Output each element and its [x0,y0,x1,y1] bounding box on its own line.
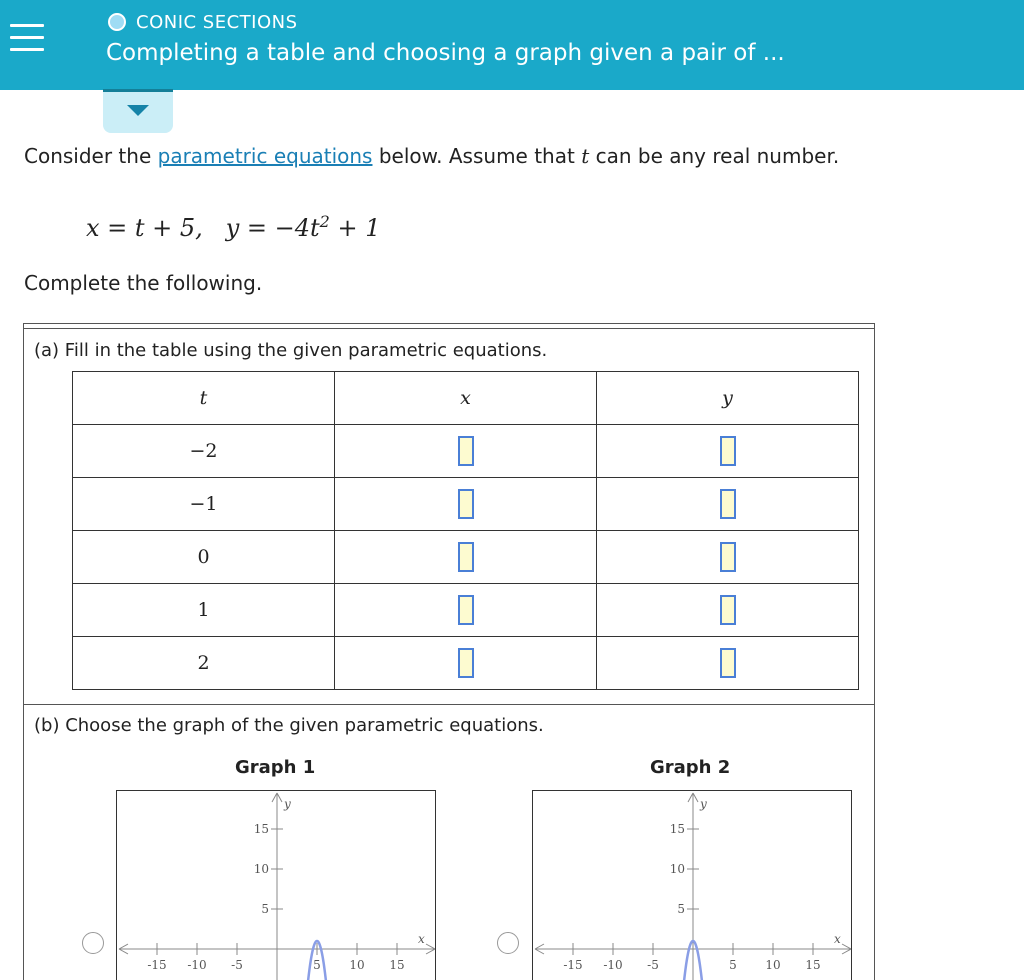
question-panel [23,323,875,980]
parametric-equations-link[interactable]: parametric equations [157,144,373,168]
topic-circle-icon [108,13,126,31]
graph-1-svg [117,791,436,980]
t-value: 1 [73,584,335,637]
graph-2-svg [533,791,852,980]
y-tick-label: 15 [669,822,685,836]
prompt-text-end: can be any real number. [589,144,840,168]
x-cell [335,478,597,531]
x-tick-label: 10 [765,958,781,972]
t-value: 2 [73,637,335,690]
prompt-text-middle: below. Assume that [372,144,582,168]
x-answer-input[interactable] [458,595,474,625]
x-tick-label: 5 [729,958,737,972]
table-header-row [73,372,859,425]
x-tick-label: -5 [647,958,659,972]
graph-2-title: Graph 2 [650,757,731,778]
table-row [73,637,859,690]
x-tick-label: 15 [389,958,405,972]
graph-1-radio[interactable] [82,932,104,954]
parametric-table [72,371,859,690]
prompt-text-start: Consider the [24,144,158,168]
x-tick-label: -5 [231,958,243,972]
y-tick-label: 5 [261,902,269,916]
x-cell [335,531,597,584]
expand-dropdown-button[interactable] [103,89,173,133]
table-row [73,584,859,637]
table-row [73,531,859,584]
x-tick-label: -15 [563,958,583,972]
x-cell [335,637,597,690]
t-value: 0 [73,531,335,584]
x-tick-label: 5 [313,958,321,972]
x-answer-input[interactable] [458,489,474,519]
x-axis-label: x [418,932,425,946]
parametric-equation [86,212,380,242]
topic-row [108,11,298,33]
x-tick-label: -10 [187,958,207,972]
y-answer-input[interactable] [720,489,736,519]
top-header [0,0,1024,90]
table-row [73,478,859,531]
x-answer-input[interactable] [458,648,474,678]
hamburger-menu-icon[interactable] [6,20,46,56]
y-cell [597,531,859,584]
x-tick-label: -15 [147,958,167,972]
t-value: −1 [73,478,335,531]
y-cell [597,425,859,478]
graph-1-plot [116,790,436,980]
header-t: t [73,372,335,425]
y-axis-label: y [700,797,707,811]
header-x: x [335,372,597,425]
graph-1-title: Graph 1 [235,757,316,778]
y-axis-label: y [284,797,291,811]
prompt-variable: t [581,144,590,168]
complete-instruction: Complete the following. [24,271,263,295]
graph-2-plot [532,790,852,980]
y-cell [597,478,859,531]
y-answer-input[interactable] [720,595,736,625]
x-equation: x = t + 5, [86,214,203,242]
topic-label: CONIC SECTIONS [136,11,298,33]
problem-prompt [24,144,839,168]
x-tick-label: 10 [349,958,365,972]
y-equation: $y = -4t^2 + 1$ [225,212,381,242]
x-axis-label: x [834,932,841,946]
y-cell [597,637,859,690]
x-cell [335,425,597,478]
table-row [73,425,859,478]
t-value: −2 [73,425,335,478]
x-tick-label: 15 [805,958,821,972]
x-answer-input[interactable] [458,542,474,572]
x-tick-label: -10 [603,958,623,972]
y-tick-label: 10 [669,862,685,876]
x-answer-input[interactable] [458,436,474,466]
y-tick-label: 15 [253,822,269,836]
header-y: y [597,372,859,425]
y-answer-input[interactable] [720,542,736,572]
x-cell [335,584,597,637]
y-answer-input[interactable] [720,648,736,678]
page-title: Completing a table and choosing a graph given a pair of ... [106,40,785,66]
y-tick-label: 10 [253,862,269,876]
y-cell [597,584,859,637]
graph-2-radio[interactable] [497,932,519,954]
part-a-label: (a) Fill in the table using the given parametric equations. [34,340,548,361]
y-answer-input[interactable] [720,436,736,466]
caret-down-icon [127,105,149,116]
y-tick-label: 5 [677,902,685,916]
part-b-label: (b) Choose the graph of the given parametric equations. [34,715,544,736]
